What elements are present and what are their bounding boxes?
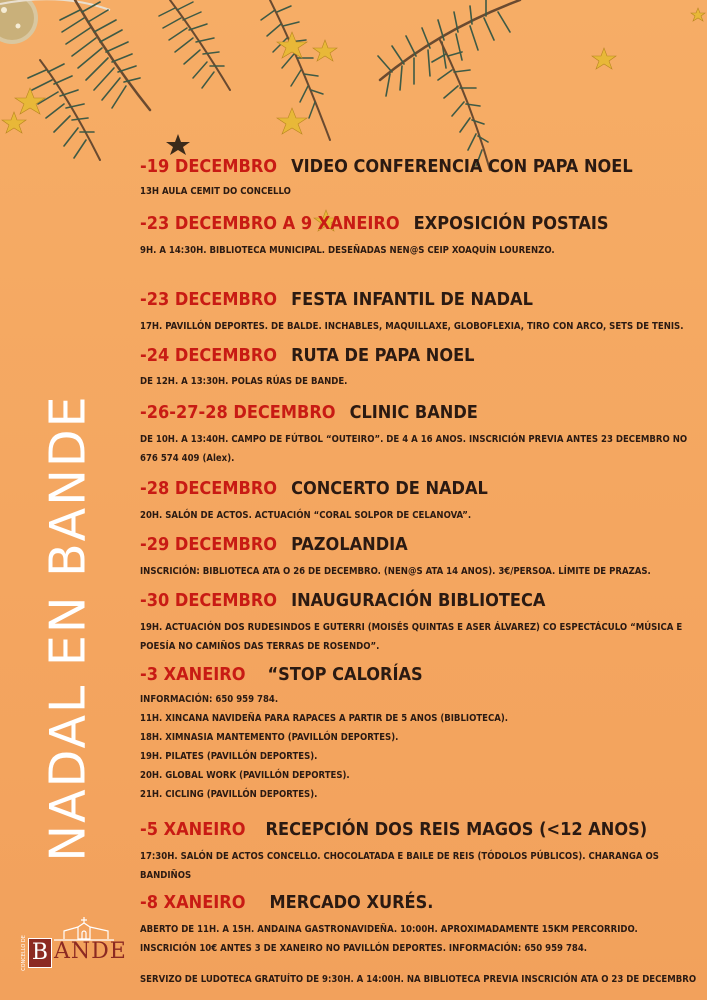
event-date: -30 DECEMBRO: [140, 590, 278, 611]
event-item: [140, 213, 688, 260]
event-date: -29 DECEMBRO: [140, 534, 278, 555]
event-item: [140, 590, 688, 656]
event-details: 20H. SALÓN DE ACTOS. ACTUACIÓN “CORAL SOLPOR DE CELANOVA”.: [140, 510, 472, 521]
event-date: -23 DECEMBRO: [140, 289, 278, 310]
event-title: MERCADO XURÉS.: [269, 892, 434, 913]
event-item: [140, 156, 688, 201]
event-item: [140, 819, 688, 885]
event-title: RUTA DE PAPA NOEL: [291, 345, 475, 366]
pine-branch-icon: [378, 0, 520, 170]
event-item: [140, 289, 688, 336]
event-detail-line: 18H. XIMNASIA MANTEMENTO (PAVILLÓN DEPORTES).: [140, 732, 399, 743]
event-title: CONCERTO DE NADAL: [291, 478, 488, 499]
vertical-title-text: NADAL EN BANDE: [39, 394, 97, 862]
event-title: INAUGURACIÓN BIBLIOTECA: [291, 590, 546, 611]
event-title: CLINIC BANDE: [349, 402, 478, 423]
event-title: “STOP CALORÍAS: [267, 664, 423, 685]
logo-small-text: CONCELLO DE: [21, 935, 27, 971]
event-date: -26-27-28 DECEMBRO: [140, 402, 336, 423]
logo-word: ANDE: [54, 939, 127, 964]
footer-note: SERVIZO DE LUDOTECA GRATUÍTO DE 9:30H. A 14:00H. NA BIBLIOTECA PREVIA INSCRICIÓN ATA O 23 DE DECEMBRO: [140, 974, 697, 985]
concello-logo: [14, 913, 127, 979]
event-details-list: [140, 690, 688, 804]
pine-branch-decoration: [0, 0, 707, 240]
event-details: DE 12H. A 13:30H. POLAS RÚAS DE BANDE.: [140, 376, 348, 387]
logo-letter-b: B: [28, 938, 52, 968]
event-detail-line: 11H. XINCANA NAVIDEÑA PARA RAPACES A PARTIR DE 5 ANOS (BIBLIOTECA).: [140, 713, 509, 724]
event-date: -23 DECEMBRO A 9 XANEIRO: [140, 213, 400, 234]
event-details: INSCRICIÓN: BIBLIOTECA ATA O 26 DE DECEMBRO. (NEN@S ATA 14 ANOS). 3€/PERSOA. LÍMITE DE PRAZAS.: [140, 566, 651, 577]
event-item: [140, 478, 688, 525]
event-detail-line: 20H. GLOBAL WORK (PAVILLÓN DEPORTES).: [140, 770, 350, 781]
dark-star-icon: [166, 134, 190, 155]
vertical-title: [40, 378, 96, 878]
event-date: -28 DECEMBRO: [140, 478, 278, 499]
event-details: DE 10H. A 13:40H. CAMPO DE FÚTBOL “OUTEIRO”. DE 4 A 16 ANOS. INSCRICIÓN PREVIA ANTES 23 DECEMBRO NO 676 574 409 (Alex).: [140, 434, 688, 464]
event-details: ABERTO DE 11H. A 15H. ANDAINA GASTRONAVIDEÑA. 10:00H. APROXIMADAMENTE 15KM PERCORRIDO. INSCRICIÓN 10€ ANTES 3 DE XANEIRO NO PAVILLÓN DEPORTES. INFORMACIÓN: 650 959 784.: [140, 924, 638, 954]
event-date: -5 XANEIRO: [140, 819, 246, 840]
event-date: -8 XANEIRO: [140, 892, 246, 913]
event-details: 13H AULA CEMIT DO CONCELLO: [140, 186, 291, 197]
event-title: PAZOLANDIA: [291, 534, 408, 555]
pine-branch-icon: [28, 0, 150, 160]
event-title: VIDEO CONFERENCIA CON PAPA NOEL: [291, 156, 633, 177]
event-title: FESTA INFANTIL DE NADAL: [291, 289, 533, 310]
event-item: [140, 534, 688, 581]
event-detail-line: 21H. CICLING (PAVILLÓN DEPORTES).: [140, 789, 318, 800]
event-date: -24 DECEMBRO: [140, 345, 278, 366]
event-item: [140, 345, 688, 391]
event-title: RECEPCIÓN DOS REIS MAGOS (<12 ANOS): [265, 819, 648, 840]
event-detail-line: INFORMACIÓN: 650 959 784.: [140, 694, 279, 705]
event-detail-line: 19H. PILATES (PAVILLÓN DEPORTES).: [140, 751, 318, 762]
event-title: EXPOSICIÓN POSTAIS: [413, 213, 609, 234]
event-date: -19 DECEMBRO: [140, 156, 278, 177]
event-details: 9H. A 14:30H. BIBLIOTECA MUNICIPAL. DESEÑADAS NEN@S CEIP XOAQUÍN LOURENZO.: [140, 245, 555, 256]
event-details: 19H. ACTUACIÓN DOS RUDESINDOS E GUTERRI (MOISÉS QUINTAS E ASER ÁLVAREZ) CO ESPECTÁCULO “MÚSICA E POESÍA NO CAMIÑOS DAS TERRAS DE ROSENDO”.: [140, 622, 683, 652]
event-details: 17:30H. SALÓN DE ACTOS CONCELLO. CHOCOLATADA E BAILE DE REIS (TÓDOLOS PÚBLICOS). CHARANGA OS BANDIÑOS: [140, 851, 659, 881]
ornament-icon: [0, 0, 38, 44]
event-item: [140, 892, 688, 958]
event-details: 17H. PAVILLÓN DEPORTES. DE BALDE. INCHABLES, MAQUILLAXE, GLOBOFLEXIA, TIRO CON ARCO, SETS DE TENIS.: [140, 321, 684, 332]
event-date: -3 XANEIRO: [140, 664, 246, 685]
event-item: [140, 664, 688, 804]
event-item: [140, 402, 688, 468]
